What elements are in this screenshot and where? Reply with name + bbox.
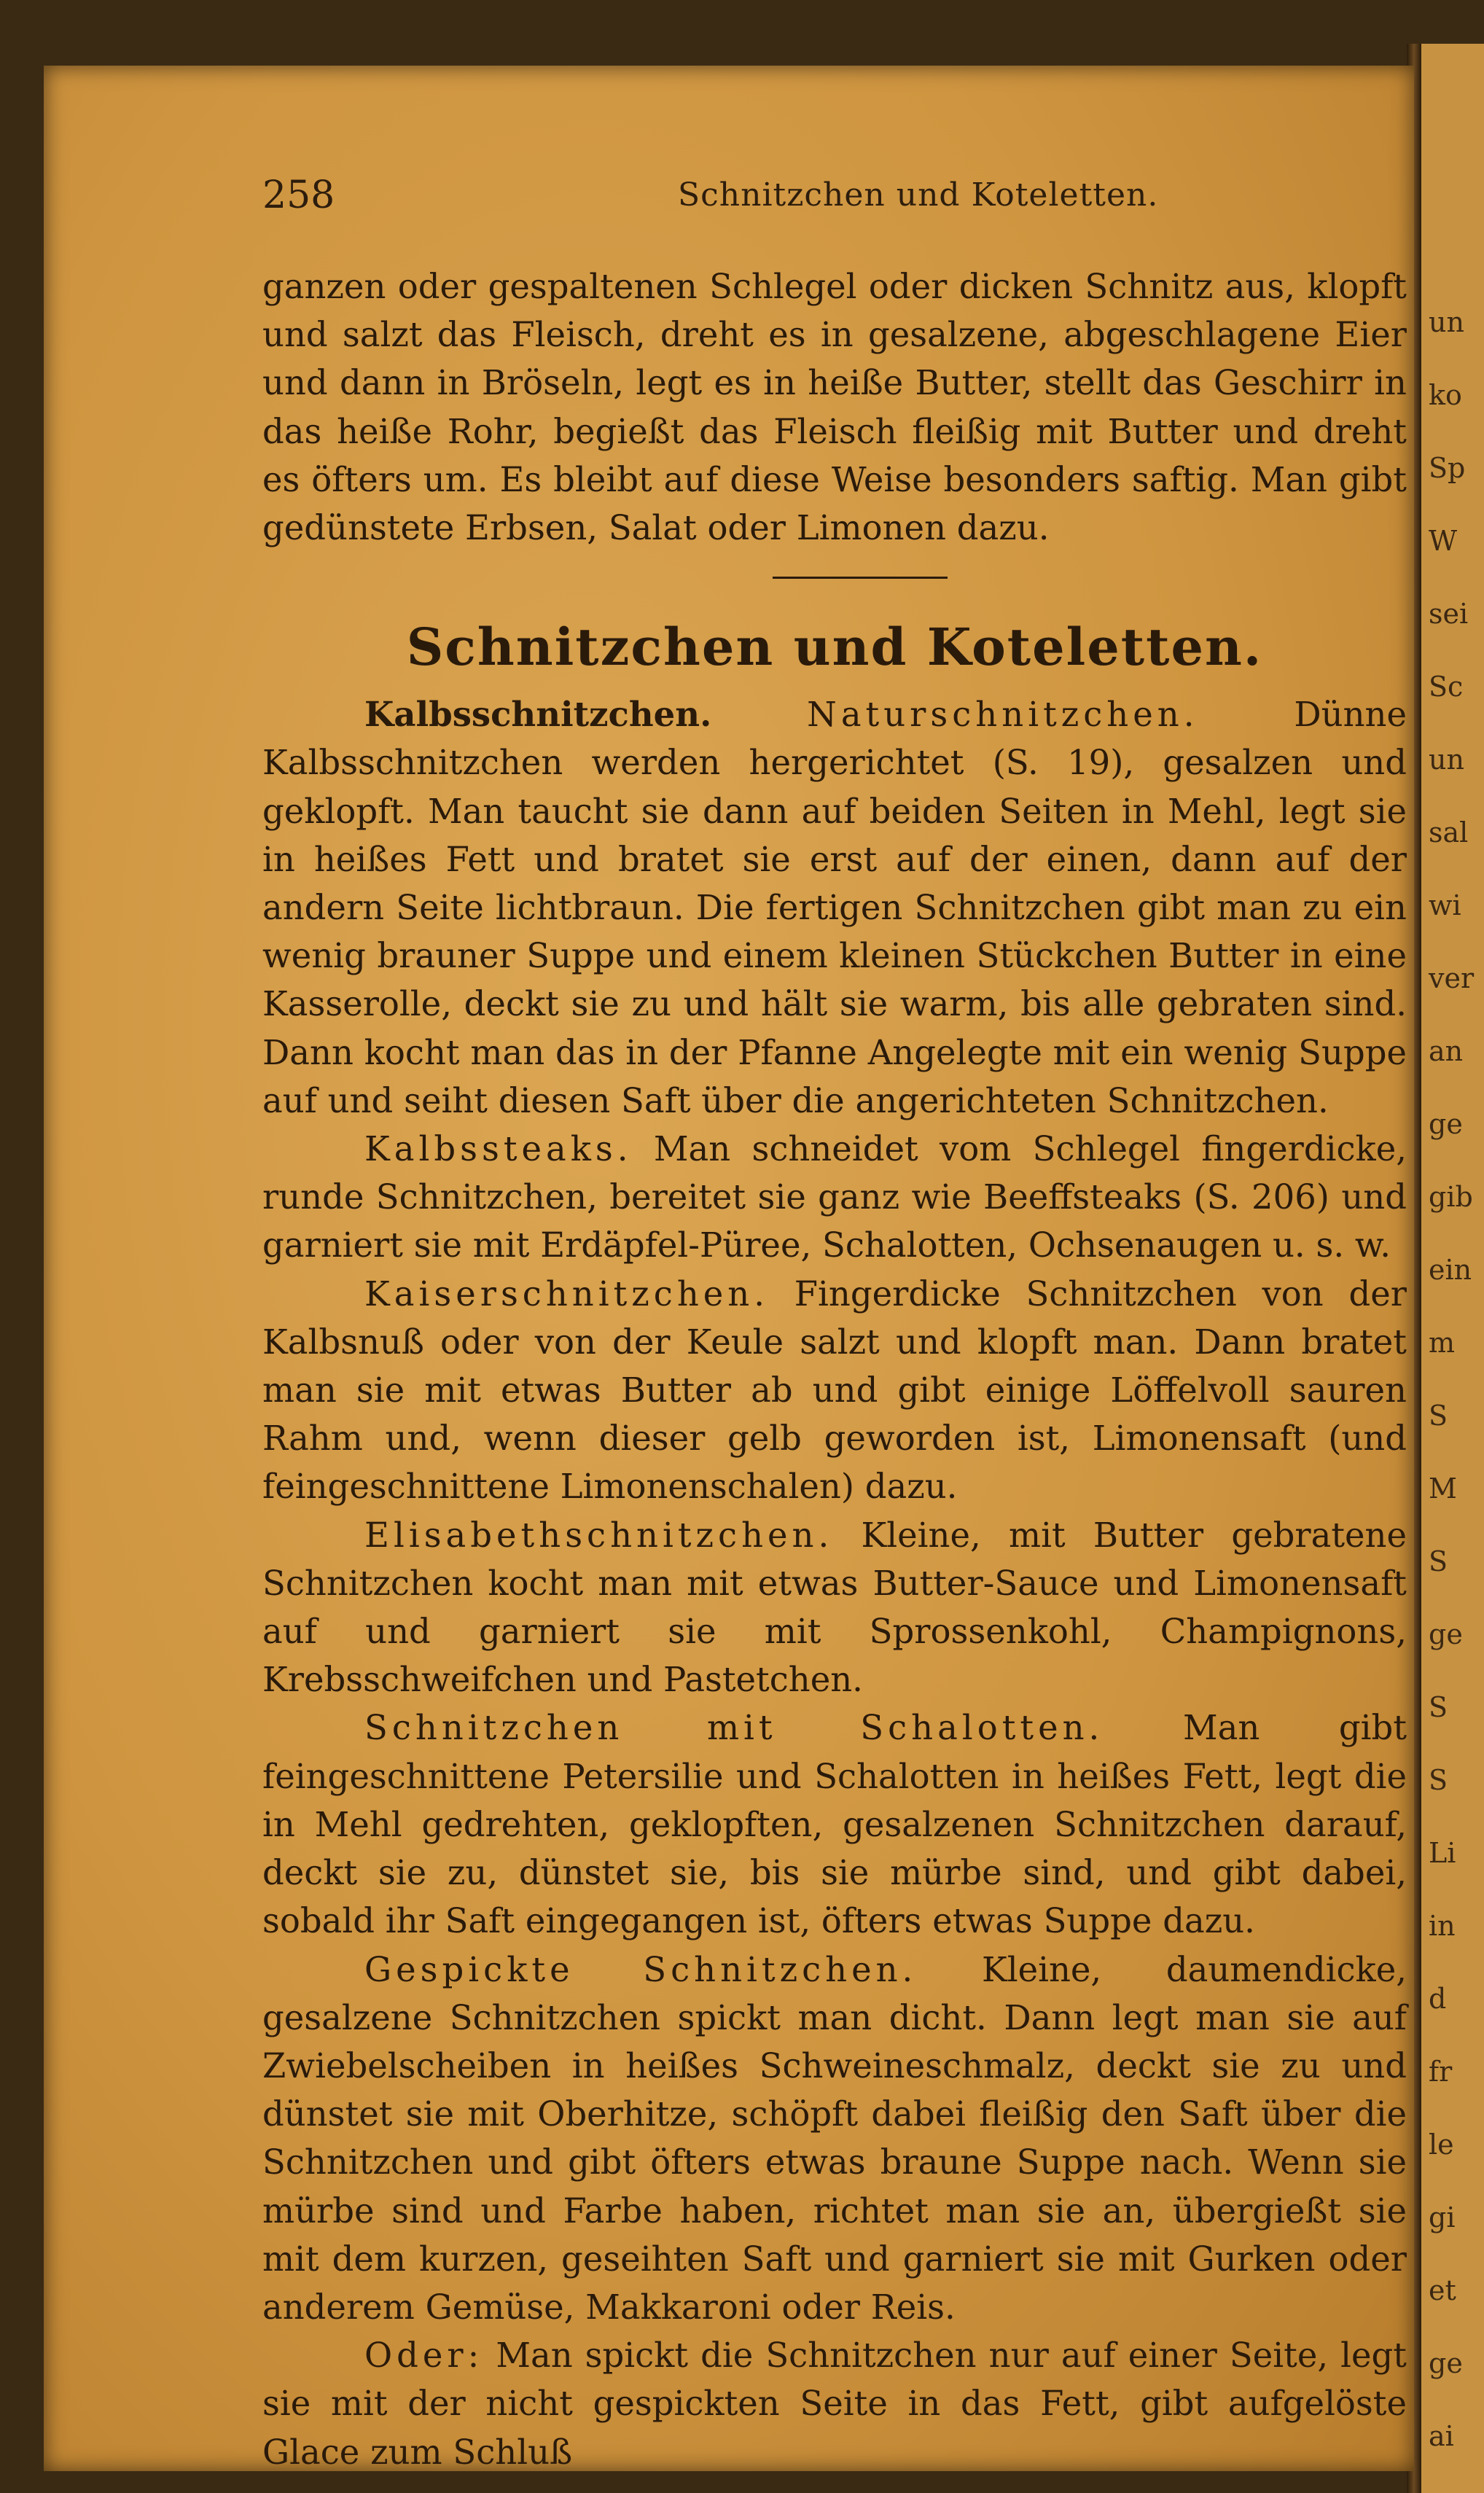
facing-page-fragment: M (1429, 1472, 1457, 1505)
facing-page-fragment: S (1429, 1764, 1448, 1796)
entry-heading: Elisabethschnitzchen. (364, 1515, 834, 1555)
facing-page-fragment: W (1429, 525, 1458, 557)
entry-text: Kleine, mit Butter gebratene Schnitzchen kocht man mit etwas Butter-Sauce und Limonensaft auf und garniert sie mit Sprossenkohl, Champignons, Krebsschweifchen und Pastetchen. (262, 1515, 1407, 1700)
entry-heading: Kalbssteaks. (364, 1129, 633, 1169)
entry-kalbssteaks (262, 1125, 1407, 1270)
facing-page-fragment: fr (1429, 2056, 1453, 2088)
facing-page-fragment: un (1429, 306, 1464, 338)
entry-text: Man spickt die Schnitzchen nur auf einer Seite, legt sie mit der nicht gespickten Seite in das Fett, gibt aufgelöste Glace zum Schluß (262, 2336, 1407, 2472)
section-title: Schnitzchen und Koteletten. (406, 617, 1263, 678)
facing-page-fragment: ai (1429, 2420, 1454, 2452)
facing-page-fragment: gi (1429, 2201, 1456, 2233)
entry-text: Kleine, daumendicke, gesalzene Schnitzchen spickt man dicht. Dann legt man sie auf Zwiebelscheiben in heißes Schweineschmalz, deckt sie zu und dünstet sie mit Oberhitze, schöpft dabei fleißig den Saft über die Schnitzchen und gibt öfters etwas braune Suppe nach. Wenn sie mürbe sind und Farbe haben, richtet man sie an, übergießt sie mit dem kurzen, geseihten Saft und garniert sie mit Gurken oder anderem Gemüse, Makkaroni oder Reis. (262, 1949, 1407, 2327)
entry-text: Dünne Kalbsschnitzchen werden hergerichtet (S. 19), gesalzen und geklopft. Man taucht sie dann auf beiden Seiten in Mehl, legt sie in heißes Fett und bratet sie erst auf der einen, dann auf der andern Seite lichtbraun. Die fertigen Schnitzchen gibt man zu ein wenig brauner Suppe und einem kleinen Stückchen Butter in eine Kasserolle, deckt sie zu und hält sie warm, bis alle gebraten sind. Dann kocht man das in der Pfanne Angelegte mit ein wenig Suppe auf und seiht diesen Saft über die angerichteten Schnitzchen. (262, 695, 1407, 1120)
page-header (262, 173, 1399, 225)
facing-page-fragment: gib (1429, 1181, 1473, 1213)
entry-text: Man schneidet vom Schlegel fingerdicke, runde Schnitzchen, bereitet sie ganz wie Beeffsteaks (S. 206) und garniert sie mit Erdäpfel-Püree, Schalotten, Ochsenaugen u. s. w. (262, 1129, 1407, 1265)
entry-schnitzchen-mit-schalotten (262, 1704, 1407, 1945)
facing-page-fragment: S (1429, 1400, 1448, 1432)
facing-page-fragment: Sp (1429, 452, 1466, 484)
page-number: 258 (262, 173, 335, 217)
facing-page-fragment: Sc (1429, 671, 1464, 703)
entry-text: Man gibt feingeschnittene Petersilie und Schalotten in heißes Fett, legt die in Mehl gedrehten, geklopften, gesalzenen Schnitzchen darauf, deckt sie zu, dünstet sie, bis sie mürbe sind, und gibt dabei, sobald ihr Saft eingegangen ist, öfters etwas Suppe dazu. (262, 1708, 1407, 1941)
entry-heading: Gespickte Schnitzchen. (364, 1949, 918, 1989)
facing-page-fragment: ko (1429, 379, 1462, 411)
entry-subheading: Naturschnitzchen. (807, 695, 1199, 735)
entry-kalbsschnitzchen (262, 690, 1407, 1125)
facing-page-fragment: d (1429, 1983, 1447, 2015)
entry-oder (262, 2331, 1407, 2476)
facing-page-fragment: sei (1429, 598, 1469, 630)
facing-page-fragment: S (1429, 1545, 1448, 1577)
facing-page-fragment: an (1429, 1035, 1464, 1067)
running-head: Schnitzchen und Koteletten. (678, 176, 1159, 214)
facing-page-fragment: et (1429, 2274, 1456, 2306)
facing-page-fragment: ver (1429, 962, 1475, 994)
entry-heading: Schnitzchen mit Schalotten. (364, 1708, 1104, 1748)
facing-page-fragment: ge (1429, 1108, 1463, 1140)
entry-heading: Kaiserschnitzchen. (364, 1273, 770, 1314)
entry-heading: Oder: (364, 2336, 484, 2376)
section-divider (262, 552, 1407, 600)
page-body (262, 262, 1407, 2476)
facing-page-fragment: sal (1429, 816, 1469, 848)
facing-page-fragment: m (1429, 1327, 1456, 1359)
facing-page-fragment: wi (1429, 889, 1461, 921)
facing-page-fragment: Li (1429, 1837, 1456, 1869)
entry-gespickte-schnitzchen (262, 1946, 1407, 2332)
facing-page-edge (1421, 44, 1484, 2493)
facing-page-fragment: in (1429, 1910, 1456, 1942)
facing-page-fragment: ein (1429, 1254, 1472, 1286)
entry-heading: Kalbsschnitzchen. (364, 694, 712, 735)
entry-kaiserschnitzchen (262, 1270, 1407, 1511)
entry-text: Fingerdicke Schnitzchen von der Kalbsnuß oder von der Keule salzt und klopft man. Dann bratet man sie mit etwas Butter ab und gibt einige Löffelvoll sauren Rahm und, wenn dieser gelb geworden ist, Limonensaft (und feingeschnittene Limonenschalen) dazu. (262, 1273, 1407, 1507)
intro-paragraph: ganzen oder gespaltenen Schlegel oder dicken Schnitz aus, klopft und salzt das Fleisch, dreht es in gesalzene, abgeschlagene Eier und dann in Bröseln, legt es in heiße Butter, stellt das Geschirr in das heiße Rohr, begießt das Fleisch fleißig mit Butter und dreht es öfters um. Es bleibt auf diese Weise besonders saftig. Man gibt gedünstete Erbsen, Salat oder Limonen dazu. (262, 267, 1407, 548)
facing-page-fragment: un (1429, 744, 1464, 776)
entry-elisabethschnitzchen (262, 1511, 1407, 1704)
facing-page-fragment: ge (1429, 1618, 1463, 1650)
facing-page-fragment: le (1429, 2129, 1454, 2161)
facing-page-fragment: S (1429, 1691, 1448, 1723)
facing-page-fragment: ge (1429, 2347, 1463, 2379)
